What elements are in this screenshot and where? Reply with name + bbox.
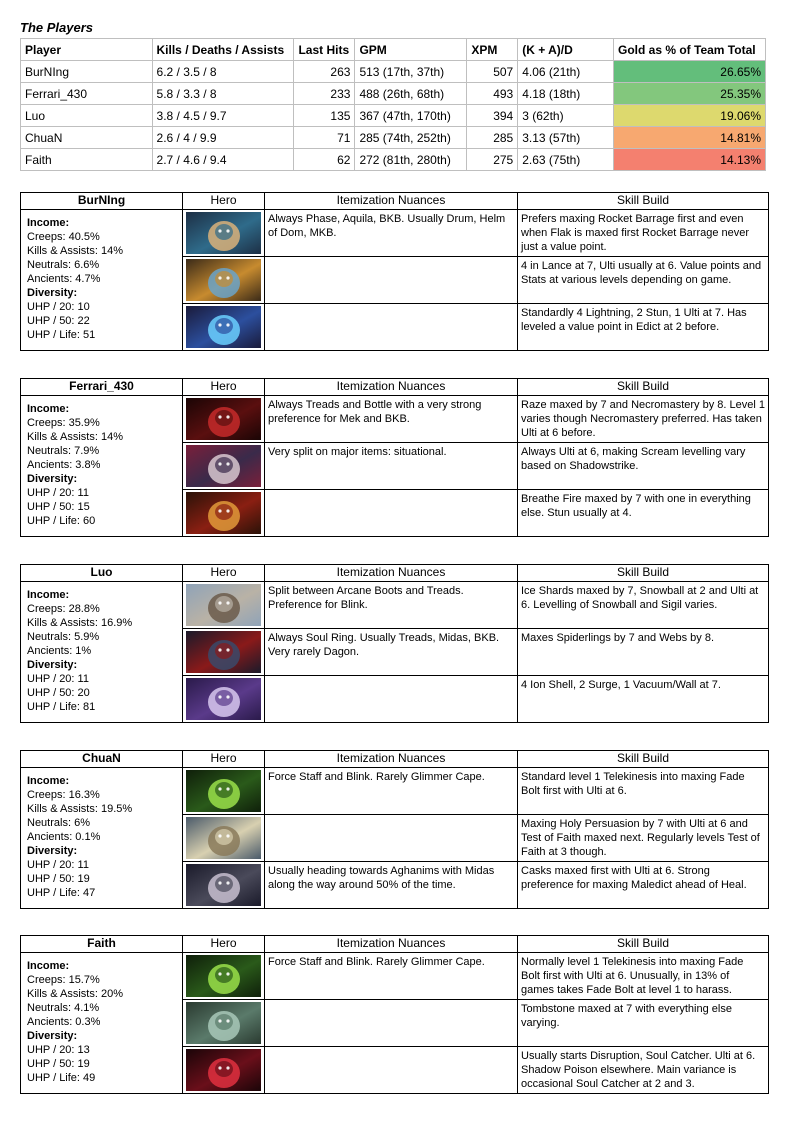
diversity-line: UHP / 20: 10 [27,301,90,313]
diversity-line: UHP / 20: 11 [27,673,89,685]
tusk-portrait [186,584,261,626]
summary-cell-kda: 2.6 / 4 / 9.9 [152,127,294,149]
itemization-cell [265,1000,518,1047]
summary-cell-ka-d: 4.18 (18th) [518,83,614,105]
itemization-cell: Always Soul Ring. Usually Treads, Midas, BKB. Very rarely Dagon. [265,629,518,676]
summary-cell-gpm: 272 (81th, 280th) [355,149,467,171]
player-stats [21,210,183,351]
income-line: Ancients: 4.7% [27,273,101,285]
summary-cell-gpm: 488 (26th, 68th) [355,83,467,105]
skill-build-cell: Usually starts Disruption, Soul Catcher. Ulti at 6. Shadow Poison elsewhere. Main variance is occasional Soul Catcher at 2 and 3. [518,1047,769,1094]
hero-row [21,582,769,629]
income-label: Income: [27,217,70,229]
skill-build-cell: Casks maxed first with Ulti at 6. Strong preference for maxing Maledict ahead of Heal. [518,862,769,909]
summary-cell-gold-pct: 19.06% [614,105,766,127]
summary-cell-ka-d: 3 (62th) [518,105,614,127]
diversity-label: Diversity: [27,1030,78,1042]
hero-cell [183,582,265,629]
summary-cell-ka-d: 2.63 (75th) [518,149,614,171]
summary-cell-gold-pct: 14.81% [614,127,766,149]
player-stats [21,396,183,537]
itemization-cell [265,815,518,862]
skill-build-cell: Prefers maxing Rocket Barrage first and even when Flak is maxed first Rocket Barrage never just a value point. [518,210,769,257]
diversity-line: UHP / Life: 81 [27,701,96,713]
header-ka-d: (K + A)/D [518,39,614,61]
summary-cell-last-hits: 135 [294,105,355,127]
diversity-line: UHP / Life: 51 [27,329,96,341]
player-name: Luo [21,565,183,582]
itemization-cell [265,257,518,304]
skill-build-cell: Breathe Fire maxed by 7 with one in everything else. Stun usually at 4. [518,490,769,537]
summary-cell-ka-d: 3.13 (57th) [518,127,614,149]
player-block-burning [20,192,769,351]
player-block-chuan [20,750,769,909]
summary-cell-last-hits: 233 [294,83,355,105]
income-line: Creeps: 35.9% [27,417,100,429]
diversity-line: UHP / 20: 11 [27,487,89,499]
hero-header: Hero [183,565,265,582]
skill-build-cell: Maxes Spiderlings by 7 and Webs by 8. [518,629,769,676]
player-block-faith [20,935,769,1094]
hero-cell [183,815,265,862]
summary-cell-xpm: 507 [467,61,518,83]
phantom-lancer-portrait [186,259,261,301]
itemization-cell: Force Staff and Blink. Rarely Glimmer Cape. [265,953,518,1000]
skill-build-cell: Normally level 1 Telekinesis into maxing Fade Bolt first with Ulti at 6. Unusually, in 13% of games takes Fade Bolt at level 1 to harass. [518,953,769,1000]
hero-row [21,210,769,257]
broodmother-portrait [186,631,261,673]
summary-row [21,149,766,171]
diversity-label: Diversity: [27,659,78,671]
diversity-line: UHP / 20: 13 [27,1044,90,1056]
hero-cell [183,1047,265,1094]
itemization-cell [265,490,518,537]
summary-cell-xpm: 394 [467,105,518,127]
summary-cell-player: Faith [21,149,153,171]
income-line: Kills & Assists: 19.5% [27,803,133,815]
income-line: Creeps: 15.7% [27,974,100,986]
income-label: Income: [27,403,70,415]
skill-build-cell: Standard level 1 Telekinesis into maxing Fade Bolt first with Ulti at 6. [518,768,769,815]
page-title: The Players [20,20,93,35]
block-header-row [21,751,769,768]
players-summary-table [20,38,766,171]
player-block-ferrari-430 [20,378,769,537]
block-header-row [21,936,769,953]
income-line: Kills & Assists: 14% [27,431,123,443]
header-xpm: XPM [467,39,518,61]
summary-header-row [21,39,766,61]
income-line: Neutrals: 6.6% [27,259,100,271]
hero-cell [183,768,265,815]
skill-build-cell: Raze maxed by 7 and Necromastery by 8. Level 1 varies though Necromastery preferred. Has taken Ulti at 6 before. [518,396,769,443]
hero-cell [183,490,265,537]
income-line: Creeps: 16.3% [27,789,100,801]
hero-cell [183,1000,265,1047]
diversity-line: UHP / 50: 19 [27,873,90,885]
rubick-portrait [186,955,261,997]
hero-cell [183,396,265,443]
summary-cell-player: BurNIng [21,61,153,83]
skill-build-cell: 4 in Lance at 7, Ulti usually at 6. Value points and Stats at various levels depending on game. [518,257,769,304]
diversity-line: UHP / Life: 60 [27,515,96,527]
summary-cell-gold-pct: 14.13% [614,149,766,171]
income-line: Kills & Assists: 20% [27,988,123,1000]
summary-row [21,83,766,105]
itemization-cell [265,1047,518,1094]
income-label: Income: [27,775,70,787]
summary-cell-xpm: 275 [467,149,518,171]
summary-cell-xpm: 493 [467,83,518,105]
summary-cell-ka-d: 4.06 (21th) [518,61,614,83]
income-line: Kills & Assists: 16.9% [27,617,133,629]
summary-row [21,127,766,149]
diversity-line: UHP / Life: 49 [27,1072,96,1084]
itemization-cell [265,304,518,351]
hero-cell [183,304,265,351]
summary-row [21,61,766,83]
shadow-demon-portrait [186,1049,261,1091]
skill-build-header: Skill Build [518,565,769,582]
summary-cell-kda: 6.2 / 3.5 / 8 [152,61,294,83]
header-gpm: GPM [355,39,467,61]
block-header-row [21,379,769,396]
itemization-cell: Force Staff and Blink. Rarely Glimmer Cape. [265,768,518,815]
diversity-line: UHP / 50: 19 [27,1058,90,1070]
skill-build-header: Skill Build [518,751,769,768]
itemization-cell [265,676,518,723]
income-line: Neutrals: 4.1% [27,1002,100,1014]
block-header-row [21,565,769,582]
itemization-header: Itemization Nuances [265,936,518,953]
skill-build-header: Skill Build [518,379,769,396]
hero-cell [183,210,265,257]
summary-cell-player: Ferrari_430 [21,83,153,105]
itemization-cell: Very split on major items: situational. [265,443,518,490]
itemization-cell: Always Phase, Aquila, BKB. Usually Drum, Helm of Dom, MKB. [265,210,518,257]
player-name: BurNIng [21,193,183,210]
diversity-label: Diversity: [27,287,78,299]
skill-build-cell: Standardly 4 Lightning, 2 Stun, 1 Ulti at 7. Has leveled a value point in Edict at 2 before. [518,304,769,351]
skill-build-cell: Ice Shards maxed by 7, Snowball at 2 and Ulti at 6. Levelling of Snowball and Sigil varies. [518,582,769,629]
hero-header: Hero [183,751,265,768]
income-label: Income: [27,589,70,601]
summary-cell-last-hits: 62 [294,149,355,171]
hero-cell [183,629,265,676]
income-line: Neutrals: 5.9% [27,631,100,643]
player-name: ChuaN [21,751,183,768]
hero-header: Hero [183,379,265,396]
income-line: Creeps: 28.8% [27,603,100,615]
itemization-cell: Usually heading towards Aghanims with Midas along the way around 50% of the time. [265,862,518,909]
diversity-line: UHP / 50: 15 [27,501,90,513]
header-player: Player [21,39,153,61]
income-line: Neutrals: 7.9% [27,445,100,457]
summary-row [21,105,766,127]
hero-cell [183,676,265,723]
skill-build-cell: Always Ulti at 6, making Scream levelling vary based on Shadowstrike. [518,443,769,490]
header-kda: Kills / Deaths / Assists [152,39,294,61]
summary-cell-gpm: 285 (74th, 252th) [355,127,467,149]
income-label: Income: [27,960,70,972]
income-line: Kills & Assists: 14% [27,245,123,257]
hero-cell [183,443,265,490]
gyrocopter-portrait [186,212,261,254]
itemization-cell: Split between Arcane Boots and Treads. Preference for Blink. [265,582,518,629]
zeus-portrait [186,306,261,348]
income-line: Ancients: 0.1% [27,831,101,843]
skill-build-header: Skill Build [518,936,769,953]
player-name: Ferrari_430 [21,379,183,396]
skill-build-cell: 4 Ion Shell, 2 Surge, 1 Vacuum/Wall at 7. [518,676,769,723]
undying-portrait [186,1002,261,1044]
rubick-portrait [186,770,261,812]
income-line: Ancients: 0.3% [27,1016,101,1028]
shadow-fiend-portrait [186,398,261,440]
hero-row [21,953,769,1000]
chen-portrait [186,817,261,859]
skill-build-cell: Tombstone maxed at 7 with everything else varying. [518,1000,769,1047]
hero-cell [183,953,265,1000]
summary-cell-gold-pct: 25.35% [614,83,766,105]
player-stats [21,768,183,909]
hero-row [21,768,769,815]
summary-cell-xpm: 285 [467,127,518,149]
summary-cell-last-hits: 263 [294,61,355,83]
itemization-cell: Always Treads and Bottle with a very strong preference for Mek and BKB. [265,396,518,443]
diversity-line: UHP / Life: 47 [27,887,96,899]
dragon-knight-portrait [186,492,261,534]
diversity-label: Diversity: [27,473,78,485]
witch-doctor-portrait [186,864,261,906]
income-line: Neutrals: 6% [27,817,90,829]
hero-cell [183,257,265,304]
income-line: Ancients: 3.8% [27,459,101,471]
hero-header: Hero [183,193,265,210]
summary-cell-player: ChuaN [21,127,153,149]
player-stats [21,953,183,1094]
dark-seer-portrait [186,678,261,720]
header-last-hits: Last Hits [294,39,355,61]
summary-cell-gpm: 513 (17th, 37th) [355,61,467,83]
itemization-header: Itemization Nuances [265,379,518,396]
diversity-line: UHP / 50: 20 [27,687,90,699]
summary-cell-kda: 2.7 / 4.6 / 9.4 [152,149,294,171]
itemization-header: Itemization Nuances [265,193,518,210]
summary-cell-gpm: 367 (47th, 170th) [355,105,467,127]
block-header-row [21,193,769,210]
diversity-line: UHP / 50: 22 [27,315,90,327]
skill-build-cell: Maxing Holy Persuasion by 7 with Ulti at 6 and Test of Faith maxed next. Regularly levels Test of Faith at 3 though. [518,815,769,862]
hero-header: Hero [183,936,265,953]
income-line: Creeps: 40.5% [27,231,100,243]
summary-cell-kda: 5.8 / 3.3 / 8 [152,83,294,105]
hero-row [21,396,769,443]
summary-cell-kda: 3.8 / 4.5 / 9.7 [152,105,294,127]
player-block-luo [20,564,769,723]
summary-cell-gold-pct: 26.65% [614,61,766,83]
hero-cell [183,862,265,909]
diversity-label: Diversity: [27,845,78,857]
skill-build-header: Skill Build [518,193,769,210]
player-name: Faith [21,936,183,953]
income-line: Ancients: 1% [27,645,92,657]
player-stats [21,582,183,723]
diversity-line: UHP / 20: 11 [27,859,89,871]
queen-of-pain-portrait [186,445,261,487]
itemization-header: Itemization Nuances [265,751,518,768]
summary-cell-last-hits: 71 [294,127,355,149]
summary-cell-player: Luo [21,105,153,127]
itemization-header: Itemization Nuances [265,565,518,582]
header-gold-pct: Gold as % of Team Total [614,39,766,61]
